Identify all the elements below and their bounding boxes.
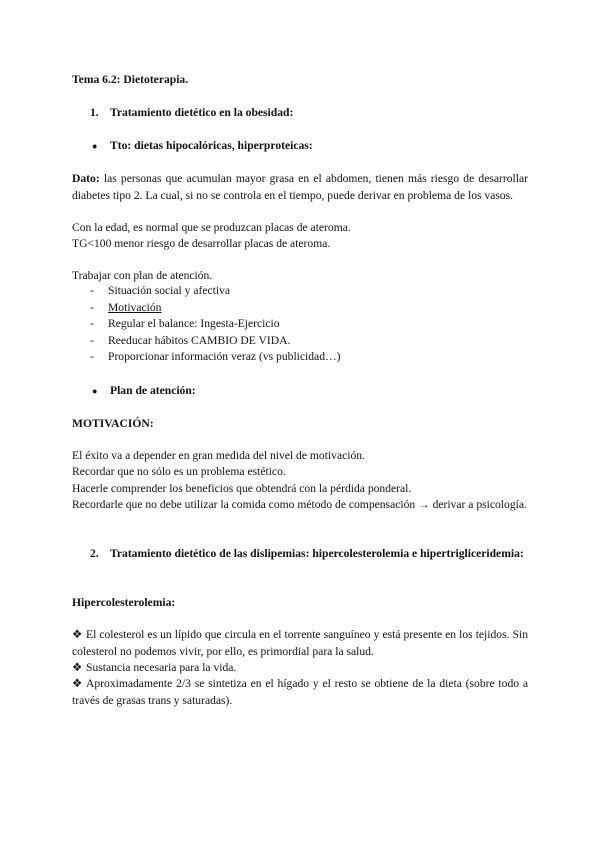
motivacion-line-3: Hacerle comprender los beneficios que obtendrá con la pérdida ponderal. (72, 482, 412, 495)
diamond-bullet-icon: ❖ (72, 661, 83, 674)
dato-line-2: Con la edad, es normal que se produzcan placas de ateroma. (72, 221, 351, 234)
dato-line-3: TG<100 menor riesgo de desarrollar placas de ateroma. (72, 237, 331, 250)
motivacion-line-1: El éxito va a depender en gran medida del nivel de motivación. (72, 449, 365, 462)
sintesis-paragraph: ❖ Aproximadamente 2/3 se sintetiza en el hígado y el resto se obtiene de la dieta (sobre todo a través de grasas trans y saturadas). (72, 677, 528, 707)
bullet-dot-icon: ● (92, 386, 98, 396)
list-item: - Proporcionar información veraz (vs publicidad…) (72, 349, 528, 366)
dato-paragraph (72, 171, 528, 204)
bullet-plan-label: Plan de atención: (110, 384, 196, 397)
dato-text: las personas que acumulan mayor grasa en el abdomen, tienen más riesgo de desarrollar diabetes tipo 2. La cual, si no se controla en el tiempo, puede derivar en problema de los vasos. (72, 172, 528, 202)
list-item: - Situación social y afectiva (72, 283, 528, 300)
plan-intro: Trabajar con plan de atención. (72, 269, 213, 282)
motivacion-last-paragraph: Recordarle que no debe utilizar la comida como método de compensación → derivar a psicología. (72, 498, 527, 511)
dash-marker: - (90, 317, 94, 330)
sustancia-paragraph: ❖ Sustancia necesaria para la vida. (72, 660, 528, 677)
bullet-dot-icon: ● (92, 141, 98, 151)
diamond-bullet-icon: ❖ (72, 628, 83, 641)
dash-marker: - (90, 300, 94, 314)
section-2-number: 2. (90, 547, 99, 560)
section-1-title: Tratamiento dietético en la obesidad: (110, 106, 294, 119)
motivacion-heading: MOTIVACIÓN: (72, 417, 154, 430)
dash-marker: - (90, 284, 94, 297)
dash-marker: - (90, 333, 94, 347)
dash-marker: - (90, 350, 94, 363)
motivacion-line-2: Recordar que no sólo es un problema estético. (72, 465, 286, 478)
hipercolesterolemia-heading: Hipercolesterolemia: (72, 596, 176, 609)
motivacion-link-text: Motivación (108, 300, 162, 314)
list-item: - Reeducar hábitos CAMBIO DE VIDA. (72, 333, 528, 350)
section-2-title: Tratamiento dietético de las dislipemias: hipercolesterolemia e hipertrigliceridemia: (110, 547, 524, 560)
plan-list (72, 283, 528, 366)
colesterol-paragraph: ❖ El colesterol es un lípido que circula en el torrente sanguíneo y está presente en los tejidos. Sin colesterol no podemos vivir, por ello, es primordial para la salud. (72, 628, 528, 658)
list-item (72, 300, 528, 317)
document-title: Tema 6.2: Dietoterapia. (72, 73, 189, 86)
section-1-number: 1. (90, 106, 99, 119)
list-item: - Regular el balance: Ingesta-Ejercicio (72, 316, 528, 333)
bullet-dietas-label: Tto: dietas hipocalóricas, hiperproteicas: (110, 139, 313, 152)
diamond-bullet-icon: ❖ (72, 677, 83, 690)
dato-label: Dato: (72, 172, 100, 185)
